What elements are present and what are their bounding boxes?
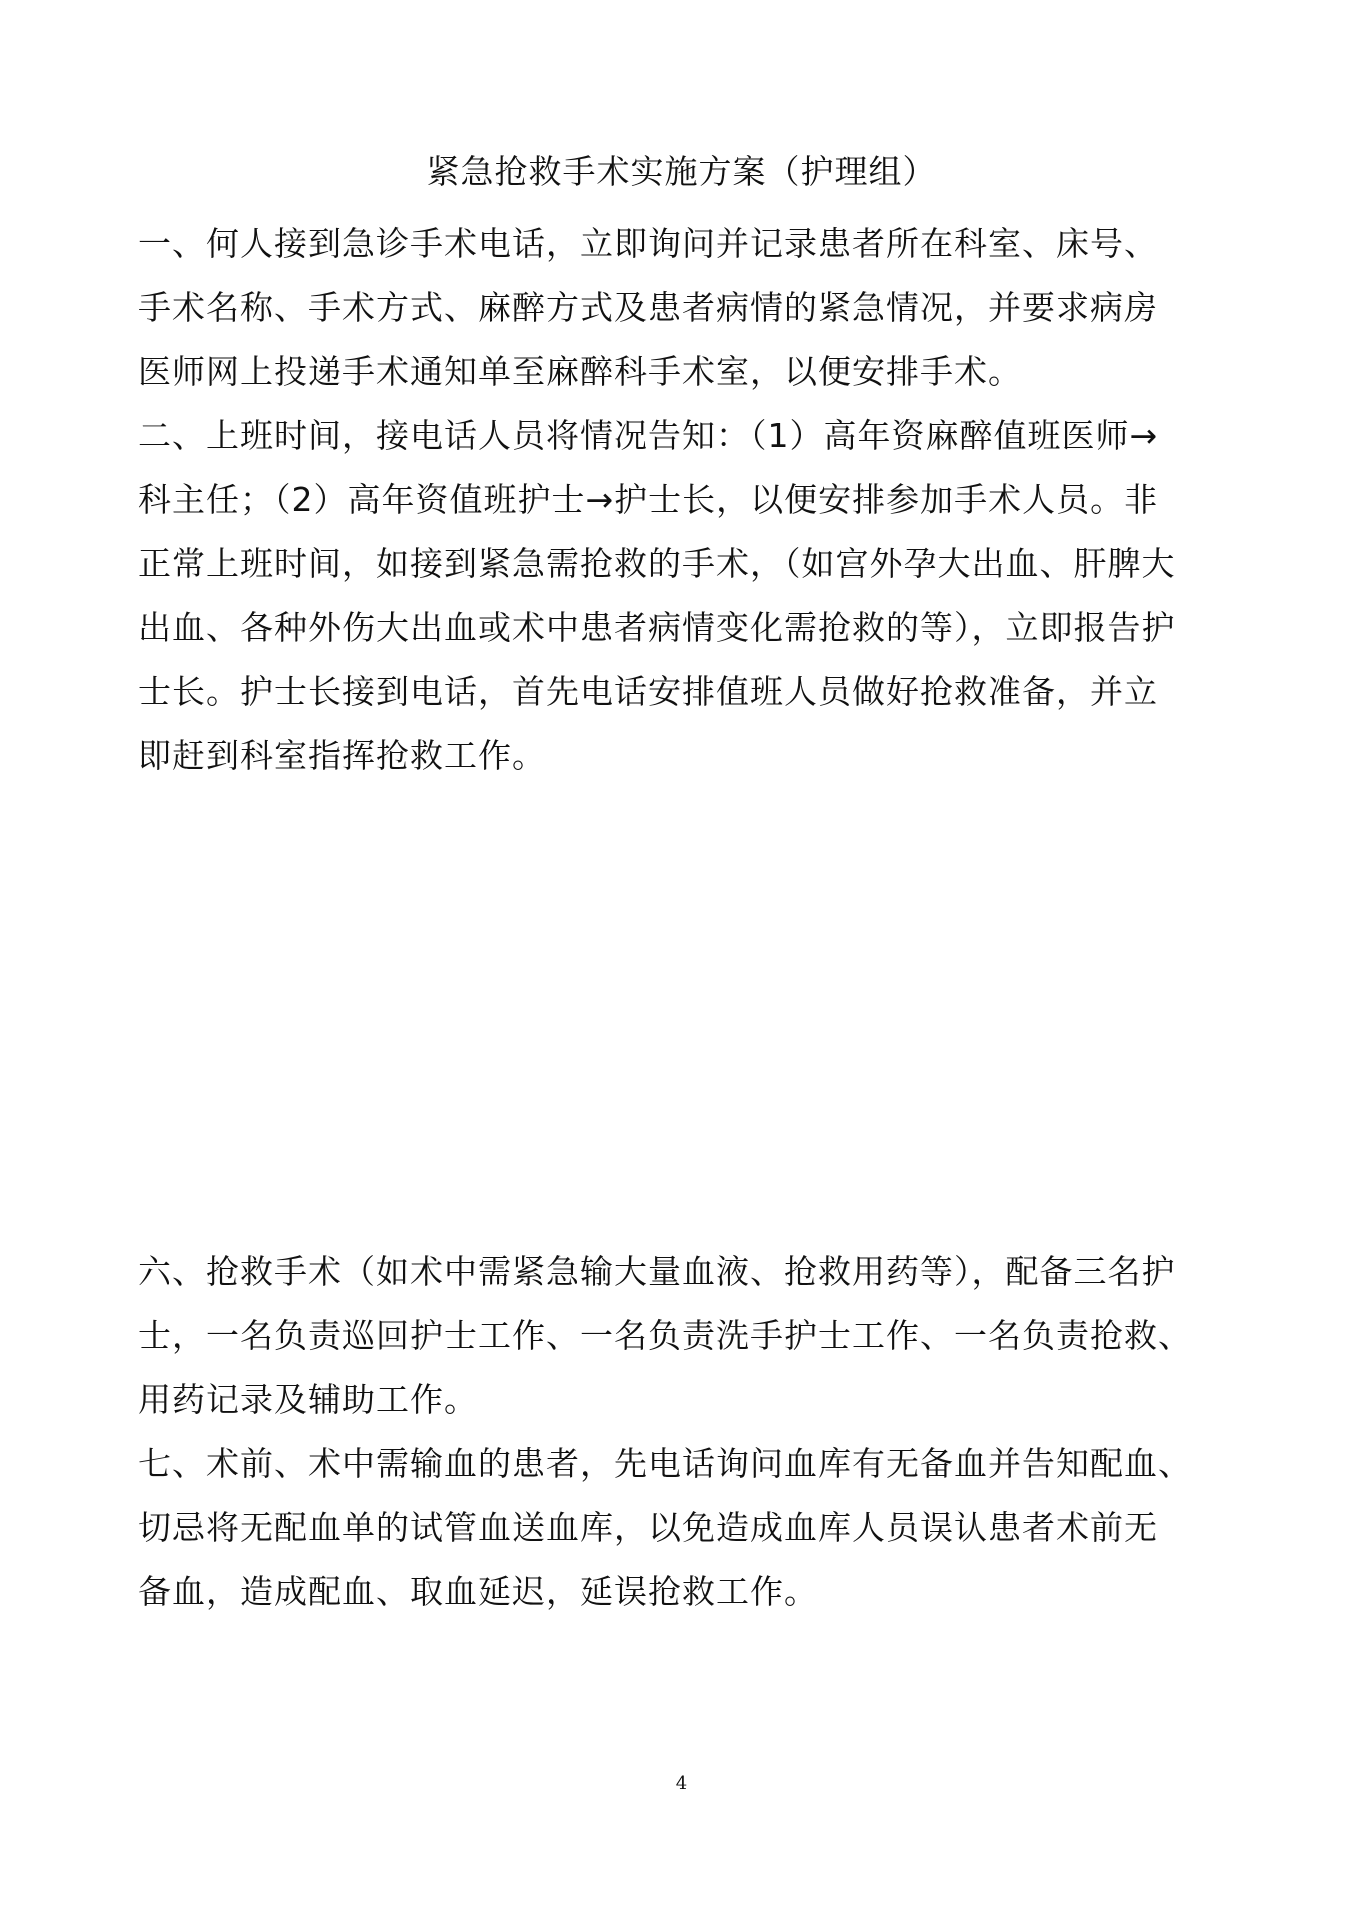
paragraph-block-bottom <box>138 1240 1218 1624</box>
paragraph-block-top <box>138 212 1218 788</box>
text-line: 用药记录及辅助工作。 <box>138 1380 478 1419</box>
text-line: 一、何人接到急诊手术电话，立即询问并记录患者所在科室、床号、 <box>138 224 1158 263</box>
text-line: 二、上班时间，接电话人员将情况告知：（1）高年资麻醉值班医师→ <box>138 416 1159 455</box>
text-line: 士，一名负责巡回护士工作、一名负责洗手护士工作、一名负责抢救、 <box>138 1316 1192 1355</box>
text-line: 切忌将无配血单的试管血送血库，以免造成血库人员误认患者术前无 <box>138 1508 1158 1547</box>
text-line: 备血，造成配血、取血延迟，延误抢救工作。 <box>138 1572 818 1611</box>
text-line: 六、抢救手术（如术中需紧急输大量血液、抢救用药等），配备三名护 <box>138 1252 1176 1291</box>
text-line: 手术名称、手术方式、麻醉方式及患者病情的紧急情况，并要求病房 <box>138 288 1158 327</box>
text-line: 医师网上投递手术通知单至麻醉科手术室，以便安排手术。 <box>138 352 1022 391</box>
text-line: 正常上班时间，如接到紧急需抢救的手术，（如宫外孕大出血、肝脾大 <box>138 544 1176 583</box>
text-line: 出血、各种外伤大出血或术中患者病情变化需抢救的等），立即报告护 <box>138 608 1176 647</box>
page-number: 4 <box>675 1773 688 1794</box>
text-line: 科主任；（2）高年资值班护士→护士长，以便安排参加手术人员。非 <box>138 480 1159 519</box>
text-line: 士长。护士长接到电话，首先电话安排值班人员做好抢救准备，并立 <box>138 672 1158 711</box>
text-line: 即赶到科室指挥抢救工作。 <box>138 736 546 775</box>
document-title: 紧急抢救手术实施方案（护理组） <box>426 152 937 191</box>
text-line: 七、术前、术中需输血的患者，先电话询问血库有无备血并告知配血、 <box>138 1444 1192 1483</box>
